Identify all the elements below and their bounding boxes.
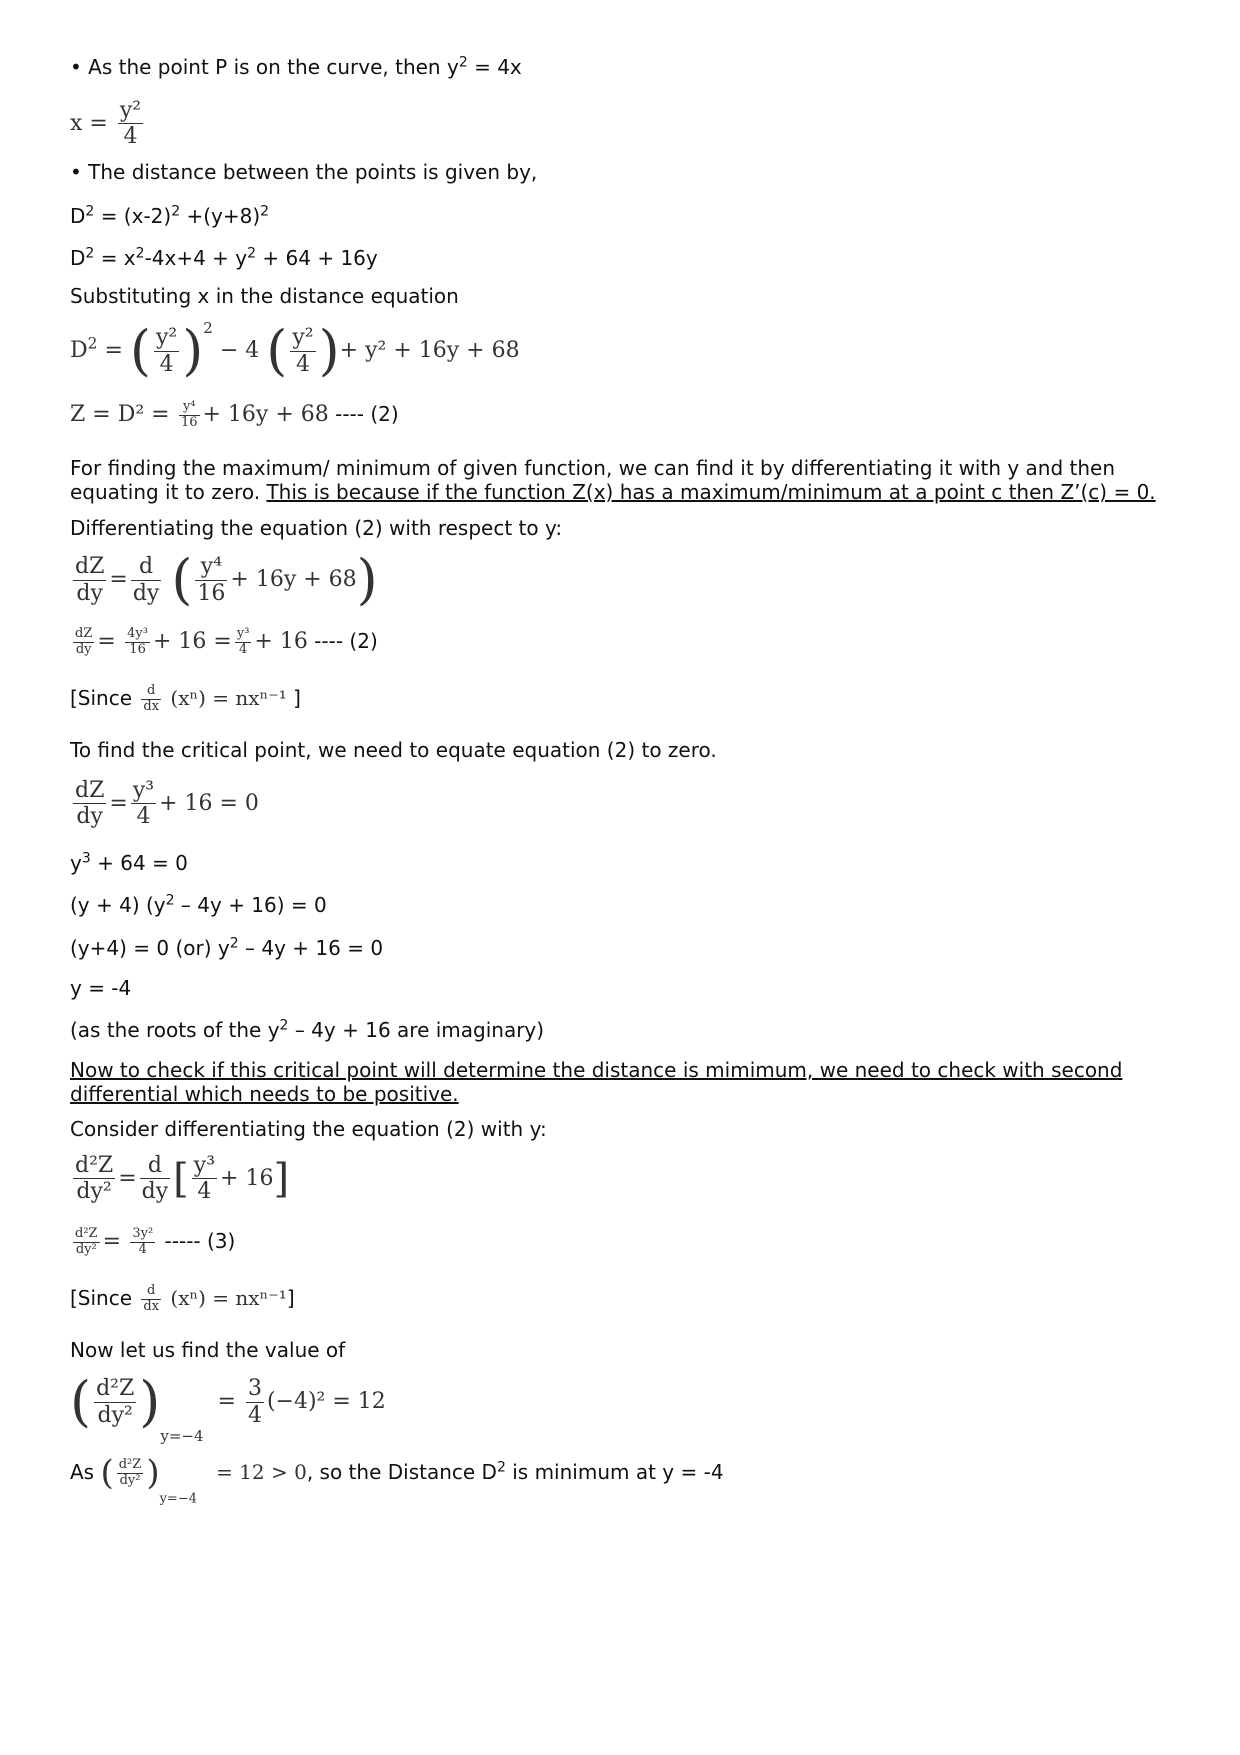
equation-distance-substituted: $D^2$ = ( $\frac{\text{y²}}{4}$ )$^2$ − 4 ( $\frac{\text{y²}}{4}$ )+ y² + 16y + 68 (70, 319, 520, 382)
equation-x: x = $\frac{\text{y²}}{4}$ (70, 98, 142, 150)
equation-dz-dy: $\frac{dZ}{dy}$ = $\frac{d}{dy}$ ( $\frac{\text{y⁴}}{16}$ + 16y + 68) (75, 548, 378, 611)
text-substituting: Substituting x in the distance equation (70, 284, 459, 308)
bullet-distance: • The distance between the points is given by, (70, 160, 538, 184)
equation-z: Z = D² = $\frac{\text{y⁴}}{16}$ + 16y + 68 ---- (2) (70, 399, 399, 430)
paragraph-maximum-minimum: For finding the maximum/ minimum of given function, we can find it by differentiating it with y and then equating it to zero. This is because if the function Z(x) has a maximum/minimum at a point c then Z’(c) = 0. (70, 456, 1156, 504)
result-y: y = -4 (70, 976, 132, 1000)
conclusion-minimum: As ( $\frac{\text{d²Z}}{\text{dy²}}$ )$_{y=-4} = 12 > 0$, so the Distance $D^2$ is minimum at y = -4 (70, 1453, 724, 1507)
text-find-value: Now let us find the value of (70, 1338, 346, 1362)
note-imaginary-roots: (as the roots of the $y^2 - 4y + 16$ are imaginary) (70, 1017, 545, 1042)
equation-distance-expanded: $D^2 = x^2-4x+4 + y^2 + 64 + 16y$ (70, 245, 378, 270)
equation-second-derivative: $\frac{\text{d²Z}}{\text{dy²}}$ = $\frac{d}{dy}$ [ $\frac{\text{y³}}{4}$ + 16] (75, 1153, 290, 1205)
equation-evaluate: ( $\frac{\text{d²Z}}{\text{dy²}}$ )$_{y=-4}$ = $\frac{3}{4}$ (−4)² = 12 (70, 1370, 386, 1445)
note-power-rule-1: [Since $\frac{d}{dx}$ (xⁿ) = nxⁿ⁻¹ ] (70, 683, 301, 714)
equation-cubic: $y^3 + 64 = 0$ (70, 850, 188, 875)
text-consider-differentiating: Consider differentiating the equation (2) with y: (70, 1117, 547, 1141)
equation-critical: $\frac{dZ}{dy}$ = $\frac{\text{y³}}{4}$ + 16 = 0 (75, 778, 259, 830)
text-differentiating: Differentiating the equation (2) with respect to y: (70, 516, 563, 540)
equation-second-derivative-simplified: $\frac{\text{d²Z}}{\text{dy²}}$ = $\frac{\text{3y²}}{4}$ ----- (3) (75, 1226, 236, 1257)
paragraph-second-derivative: Now to check if this critical point will determine the distance is mimimum, we need to check with second differential which needs to be positive. (70, 1058, 1123, 1106)
bullet-point-on-curve: • As the point P is on the curve, then $y^2 = 4x$ (70, 54, 522, 79)
equation-distance: $D^2 = (x-2)^2 +(y+8)^2$ (70, 203, 270, 228)
note-power-rule-2: [Since $\frac{d}{dx}$ (xⁿ) = nxⁿ⁻¹] (70, 1283, 295, 1314)
equation-roots: (y+4) = 0 (or) $y^2 - 4y + 16 = 0$ (70, 935, 384, 960)
equation-dz-dy-simplified: $\frac{dZ}{dy}$ = $\frac{\text{4y³}}{16}$ + 16 = $\frac{\text{y³}}{4}$ + 16 ---- (2) (75, 626, 378, 657)
text-critical-point: To find the critical point, we need to equate equation (2) to zero. (70, 738, 717, 762)
equation-factored: (y + 4) $(y^2 - 4y + 16) = 0$ (70, 892, 327, 917)
